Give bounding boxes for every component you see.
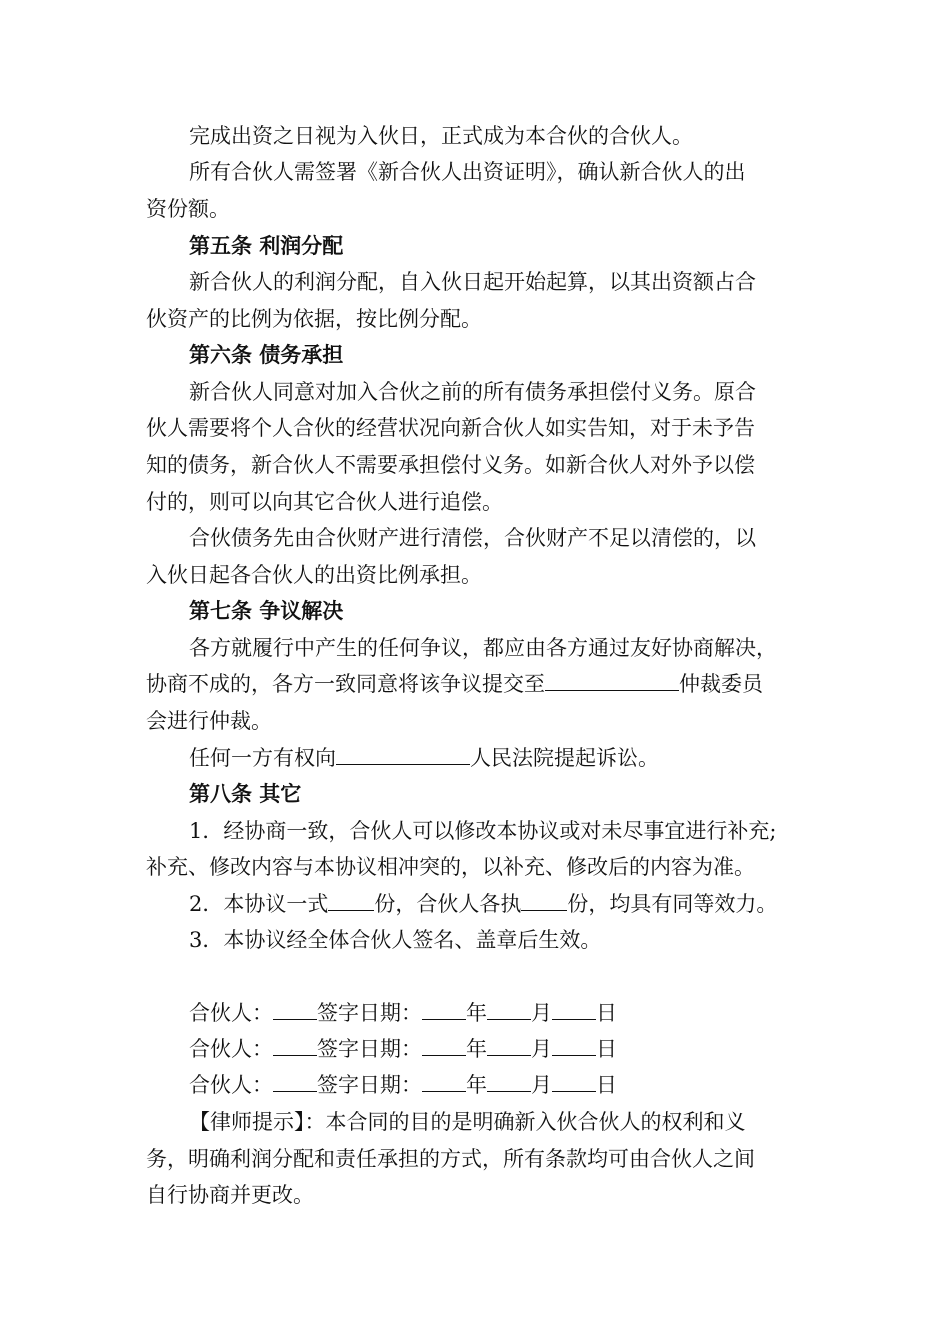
sign-date-label: 签字日期： (317, 1073, 422, 1097)
partner-label: 合伙人： (189, 1037, 273, 1061)
paragraph-line: 资份额。 (146, 197, 230, 221)
day-label: 日 (596, 1001, 617, 1025)
year-label: 年 (466, 1037, 487, 1061)
article-5-heading: 第五条 利润分配 (189, 234, 344, 258)
paragraph-line: 新合伙人同意对加入合伙之前的所有债务承担偿付义务。原合 (189, 380, 756, 404)
lawyer-tip-line: 【律师提示】：本合同的目的是明确新入伙合伙人的权利和义 (189, 1110, 746, 1134)
text-span: 协商不成的，各方一致同意将该争议提交至 (146, 672, 545, 696)
article-6-heading: 第六条 债务承担 (189, 343, 344, 367)
year-label: 年 (466, 1001, 487, 1025)
partner-label: 合伙人： (189, 1073, 273, 1097)
day-label: 日 (596, 1073, 617, 1097)
day-blank[interactable] (552, 1037, 596, 1056)
year-blank[interactable] (422, 1001, 466, 1020)
paragraph-line (189, 744, 659, 772)
partner-signature-blank[interactable] (273, 1073, 317, 1092)
article-8-heading: 第八条 其它 (189, 782, 302, 806)
day-blank[interactable] (552, 1001, 596, 1020)
paragraph-line (146, 670, 763, 698)
partner-label: 合伙人： (189, 1001, 273, 1025)
court-blank[interactable] (336, 746, 470, 765)
sign-date-label: 签字日期： (317, 1037, 422, 1061)
signature-line (189, 1071, 617, 1099)
month-label: 月 (531, 1001, 552, 1025)
signature-line (189, 1035, 617, 1063)
list-item: 3．本协议经全体合伙人签名、盖章后生效。 (189, 928, 602, 952)
month-label: 月 (531, 1037, 552, 1061)
list-item: 1．经协商一致，合伙人可以修改本协议或对未尽事宜进行补充; (189, 819, 777, 843)
signature-line (189, 999, 617, 1027)
copies-each-blank[interactable] (521, 892, 567, 911)
text-span: 人民法院提起诉讼。 (470, 746, 659, 770)
month-label: 月 (531, 1073, 552, 1097)
year-blank[interactable] (422, 1037, 466, 1056)
list-item (189, 890, 777, 918)
text-span: 份，合伙人各执 (374, 892, 522, 916)
paragraph-line: 合伙债务先由合伙财产进行清偿，合伙财产不足以清偿的，以 (189, 526, 756, 550)
partner-signature-blank[interactable] (273, 1001, 317, 1020)
paragraph-line: 伙资产的比例为依据，按比例分配。 (146, 307, 482, 331)
sign-date-label: 签字日期： (317, 1001, 422, 1025)
text-span: 份，均具有同等效力。 (567, 892, 778, 916)
text-span: 仲裁委员 (679, 672, 763, 696)
day-blank[interactable] (552, 1073, 596, 1092)
month-blank[interactable] (487, 1001, 531, 1020)
year-blank[interactable] (422, 1073, 466, 1092)
partner-signature-blank[interactable] (273, 1037, 317, 1056)
text-span: 2．本协议一式 (189, 892, 329, 916)
lawyer-tip-line: 务，明确利润分配和责任承担的方式，所有条款均可由合伙人之间 (146, 1147, 755, 1171)
arbitration-commission-blank[interactable] (545, 672, 679, 691)
year-label: 年 (466, 1073, 487, 1097)
paragraph-line: 所有合伙人需签署《新合伙人出资证明》，确认新合伙人的出 (189, 160, 746, 184)
paragraph-line: 知的债务，新合伙人不需要承担偿付义务。如新合伙人对外予以偿 (146, 453, 755, 477)
month-blank[interactable] (487, 1037, 531, 1056)
text-span: 任何一方有权向 (189, 746, 336, 770)
paragraph-line: 完成出资之日视为入伙日，正式成为本合伙的合伙人。 (189, 124, 693, 148)
paragraph-line: 各方就履行中产生的任何争议，都应由各方通过友好协商解决， (189, 636, 777, 660)
paragraph-line: 付的，则可以向其它合伙人进行追偿。 (146, 490, 503, 514)
total-copies-blank[interactable] (328, 892, 374, 911)
lawyer-tip-line: 自行协商并更改。 (146, 1183, 314, 1207)
day-label: 日 (596, 1037, 617, 1061)
paragraph-line: 新合伙人的利润分配，自入伙日起开始起算，以其出资额占合 (189, 270, 756, 294)
paragraph-line: 入伙日起各合伙人的出资比例承担。 (146, 563, 482, 587)
list-item-continuation: 补充、修改内容与本协议相冲突的，以补充、修改后的内容为准。 (146, 855, 755, 879)
article-7-heading: 第七条 争议解决 (189, 599, 344, 623)
month-blank[interactable] (487, 1073, 531, 1092)
paragraph-line: 伙人需要将个人合伙的经营状况向新合伙人如实告知，对于未予告 (146, 416, 755, 440)
paragraph-line: 会进行仲裁。 (146, 709, 272, 733)
